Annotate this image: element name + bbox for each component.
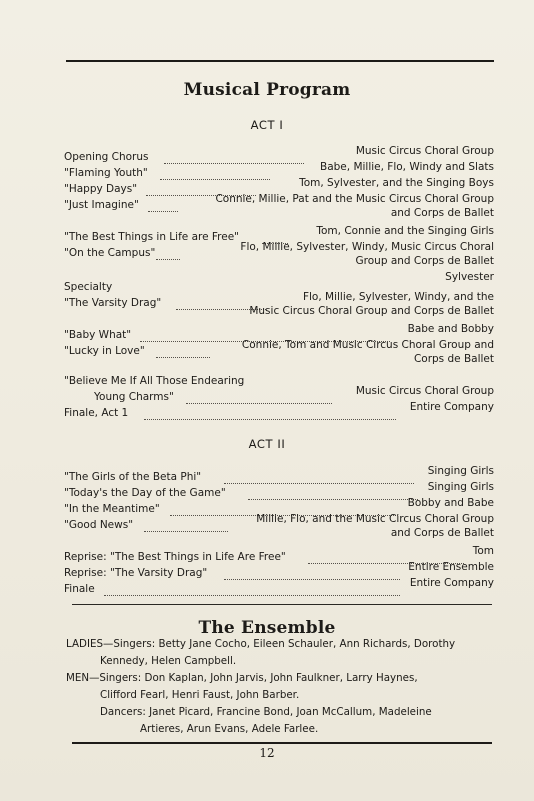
act1-entry [64, 401, 494, 420]
act1-entry [64, 291, 494, 317]
song-title: "Just Imagine" [64, 199, 139, 211]
song-title: "Today's the Day of the Game" [64, 487, 226, 499]
section-divider [72, 604, 492, 605]
act-1-heading: ACT I [250, 118, 284, 132]
performers: Connie, Tom and Music Circus Choral Group and Corps de Ballet [241, 339, 494, 365]
performers: Singing Girls [427, 465, 494, 477]
performers: Entire Company [409, 577, 494, 589]
performers: Music Circus Choral Group [355, 385, 494, 397]
song-title: "Lucky in Love" [64, 345, 145, 357]
song-title: Specialty [64, 281, 113, 293]
page-title: Musical Program [183, 80, 351, 100]
act-2-heading: ACT II [248, 437, 286, 451]
performers: Sylvester [445, 271, 494, 283]
performers: Tom [472, 545, 494, 557]
dancers-line-cont: Artieres, Arun Evans, Adele Farlee. [140, 723, 319, 735]
song-title-continued: Young Charms" [94, 391, 174, 403]
performers: Connie, Millie, Pat and the Music Circus Choral Group and Corps de Ballet [215, 193, 494, 219]
act2-entry [64, 577, 494, 596]
bottom-rule [72, 742, 492, 744]
performers: Entire Company [409, 401, 494, 413]
song-title: "On the Campus" [64, 247, 156, 259]
performers: Entire Ensemble [408, 561, 494, 573]
song-title: "The Varsity Drag" [64, 297, 162, 309]
act2-entry [64, 513, 494, 539]
performers: Flo, Millie, Sylvester, Windy, and the Music Circus Choral Group and Corps de Ballet [249, 291, 494, 317]
act1-entry [64, 339, 494, 365]
dot-leader [156, 249, 180, 260]
dot-leader [156, 347, 210, 358]
performers: Music Circus Choral Group [355, 145, 494, 157]
men-line: MEN—Singers: Don Kaplan, John Jarvis, John Faulkner, Larry Haynes, [66, 672, 418, 684]
act1-entry [64, 241, 494, 267]
song-title: "The Best Things in Life are Free" [64, 231, 239, 243]
ensemble-list [66, 636, 496, 738]
song-title: "Good News" [64, 519, 134, 531]
song-title: "Happy Days" [64, 183, 138, 195]
page-number: 12 [259, 746, 275, 760]
act1-entry [64, 193, 494, 219]
performers: Tom, Connie and the Singing Girls [316, 225, 494, 237]
ladies-line: LADIES—Singers: Betty Jane Cocho, Eileen Schauler, Ann Richards, Dorothy [66, 638, 456, 650]
song-title: "In the Meantime" [64, 503, 160, 515]
song-title: "Baby What" [64, 329, 132, 341]
performers: Babe and Bobby [407, 323, 494, 335]
song-title: Finale [64, 583, 95, 595]
ensemble-title: The Ensemble [198, 618, 336, 638]
performers: Bobby and Babe [407, 497, 494, 509]
performers: Millie, Flo, and the Music Circus Choral Group and Corps de Ballet [256, 513, 494, 539]
performers: Singing Girls [427, 481, 494, 493]
dancers-line: Dancers: Janet Picard, Francine Bond, Joan McCallum, Madeleine [100, 706, 432, 718]
performers: Tom, Sylvester, and the Singing Boys [299, 177, 494, 189]
men-line-cont: Clifford Fearl, Henri Faust, John Barber. [100, 689, 300, 701]
performers: Babe, Millie, Flo, Windy and Slats [320, 161, 494, 173]
top-rule [66, 60, 494, 62]
song-title: Reprise: "The Varsity Drag" [64, 567, 208, 579]
song-title: "The Girls of the Beta Phi" [64, 471, 202, 483]
song-title: "Flaming Youth" [64, 167, 148, 179]
ladies-line-cont: Kennedy, Helen Campbell. [100, 655, 237, 667]
song-title: Reprise: "The Best Things in Life Are Free" [64, 551, 286, 563]
song-title: "Believe Me If All Those Endearing [64, 375, 245, 387]
performers: Flo, Millie, Sylvester, Windy, Music Circus Choral Group and Corps de Ballet [240, 241, 494, 267]
song-title: Finale, Act 1 [64, 407, 129, 419]
song-title: Opening Chorus [64, 151, 149, 163]
